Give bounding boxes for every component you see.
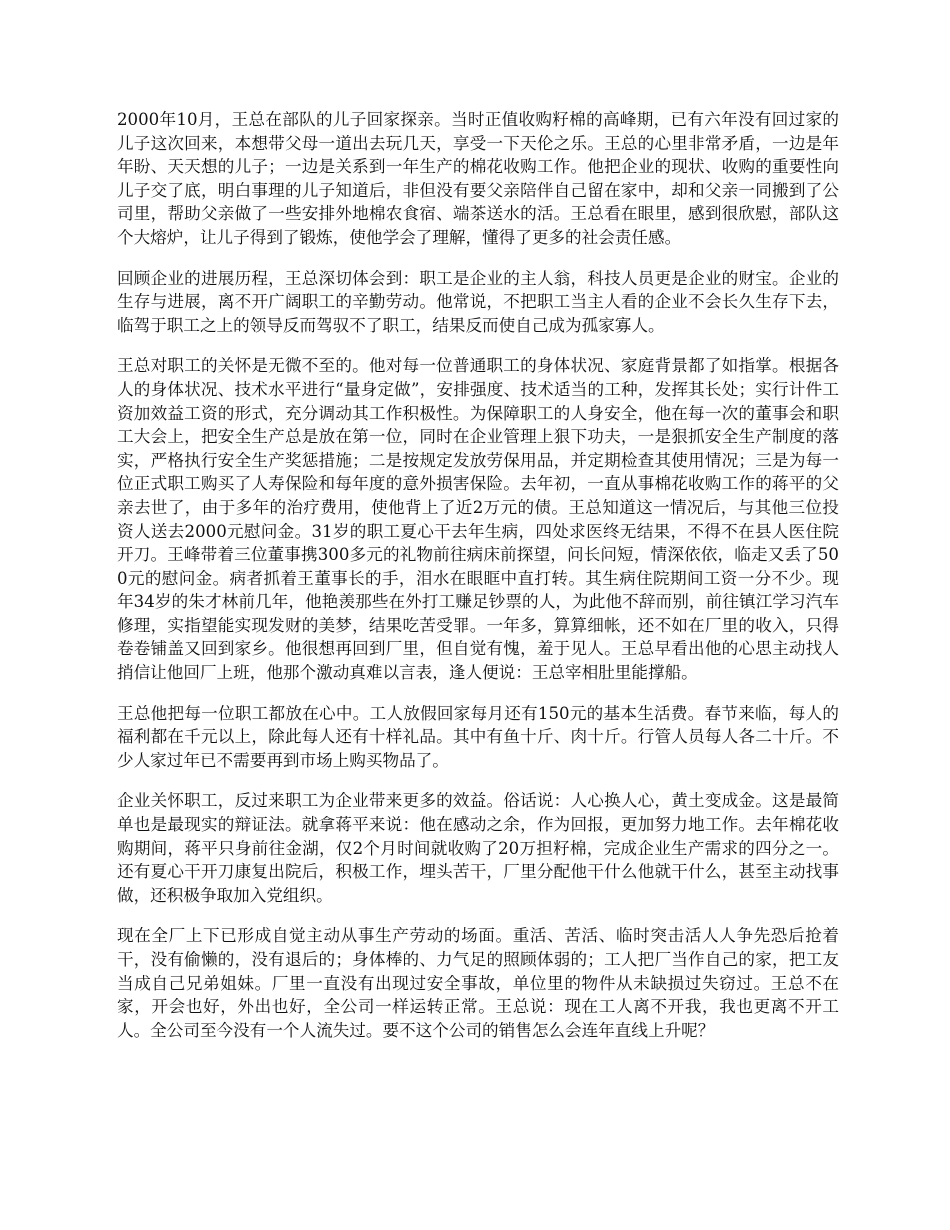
paragraph-4: 王总他把每一位职工都放在心中。工人放假回家每月还有150元的基本生活费。春节来临，每人的福利都在千元以上，除此每人还有十样礼品。其中有鱼十斤、肉十斤。行管人员每人各二十斤。不少人家过年已不需要再到市场上购买物品了。 <box>117 703 839 770</box>
paragraph-5: 企业关怀职工，反过来职工为企业带来更多的效益。俗话说：人心换人心，黄土变成金。这是最简单也是最现实的辩证法。就拿蒋平来说：他在感动之余，作为回报，更加努力地工作。去年棉花收购期间，蒋平只身前往金湖，仅2个月时间就收购了20万担籽棉，完成企业生产需求的四分之一。还有夏心干开刀康复出院后，积极工作，埋头苦干，厂里分配他干什么他就干什么，甚至主动找事做，还积极争取加入党组织。 <box>117 791 839 905</box>
paragraph-1: 2000年10月，王总在部队的儿子回家探亲。当时正值收购籽棉的高峰期，已有六年没有回过家的儿子这次回来，本想带父母一道出去玩几天，享受一下天伦之乐。王总的心里非常矛盾，一边是年年盼、天天想的儿子；一边是关系到一年生产的棉花收购工作。他把企业的现状、收购的重要性向儿子交了底，明白事理的儿子知道后，非但没有要父亲陪伴自己留在家中，却和父亲一同搬到了公司里，帮助父亲做了一些安排外地棉农食宿、端茶送水的活。王总看在眼里，感到很欣慰，部队这个大熔炉，让儿子得到了锻炼，使他学会了理解，懂得了更多的社会责任感。 <box>117 110 839 247</box>
paragraph-6: 现在全厂上下已形成自觉主动从事生产劳动的场面。重活、苦活、临时突击活人人争先恐后抢着干，没有偷懒的，没有退后的；身体棒的、力气足的照顾体弱的；工人把厂当作自己的家，把工友当成自己兄弟姐妹。厂里一直没有出现过安全事故，单位里的物件从未缺损过失窃过。王总不在家，开会也好，外出也好，全公司一样运转正常。王总说：现在工人离不开我，我也更离不开工人。全公司至今没有一个人流失过。要不这个公司的销售怎么会连年直线上升呢？ <box>117 926 839 1040</box>
paragraph-2: 回顾企业的进展历程，王总深切体会到：职工是企业的主人翁，科技人员更是企业的财宝。企业的生存与进展，离不开广阔职工的辛勤劳动。他常说，不把职工当主人看的企业不会长久生存下去，临驾于职工之上的领导反而驾驭不了职工，结果反而使自己成为孤家寡人。 <box>117 268 839 335</box>
paragraph-3: 王总对职工的关怀是无微不至的。他对每一位普通职工的身体状况、家庭背景都了如指掌。根据各人的身体状况、技术水平进行“量身定做”，安排强度、技术适当的工种，发挥其长处；实行计件工资加效益工资的形式，充分调动其工作积极性。为保障职工的人身安全，他在每一次的董事会和职工大会上，把安全生产总是放在第一位，同时在企业管理上狠下功夫，一是狠抓安全生产制度的落实，严格执行安全生产奖惩措施；二是按规定发放劳保用品，并定期检查其使用情况；三是为每一位正式职工购买了人寿保险和每年度的意外损害保险。去年初，一直从事棉花收购工作的蒋平的父亲去世了，由于多年的治疗费用，使他背上了近2万元的债。王总知道这一情况后，与其他三位投资人送去2000元慰问金。31岁的职工夏心干去年生病，四处求医终无结果，不得不在县人医住院开刀。王峰带着三位董事携300多元的礼物前往病床前探望，问长问短，情深依依，临走又丢了500元的慰问金。病者抓着王董事长的手，泪水在眼眶中直打转。其生病住院期间工资一分不少。现年34岁的朱才林前几年，他艳羡那些在外打工赚足钞票的人，为此他不辞而别，前往镇江学习汽车修理，实指望能实现发财的美梦，结果吃苦受罪。一年多，算算细帐，还不如在厂里的收入，只得卷卷铺盖又回到家乡。他很想再回到厂里，但自觉有愧，羞于见人。王总早看出他的心思主动找人捎信让他回厂上班，他那个激动真难以言表，逢人便说：王总宰相肚里能撑船。 <box>117 356 839 683</box>
document-body <box>117 108 839 1059</box>
